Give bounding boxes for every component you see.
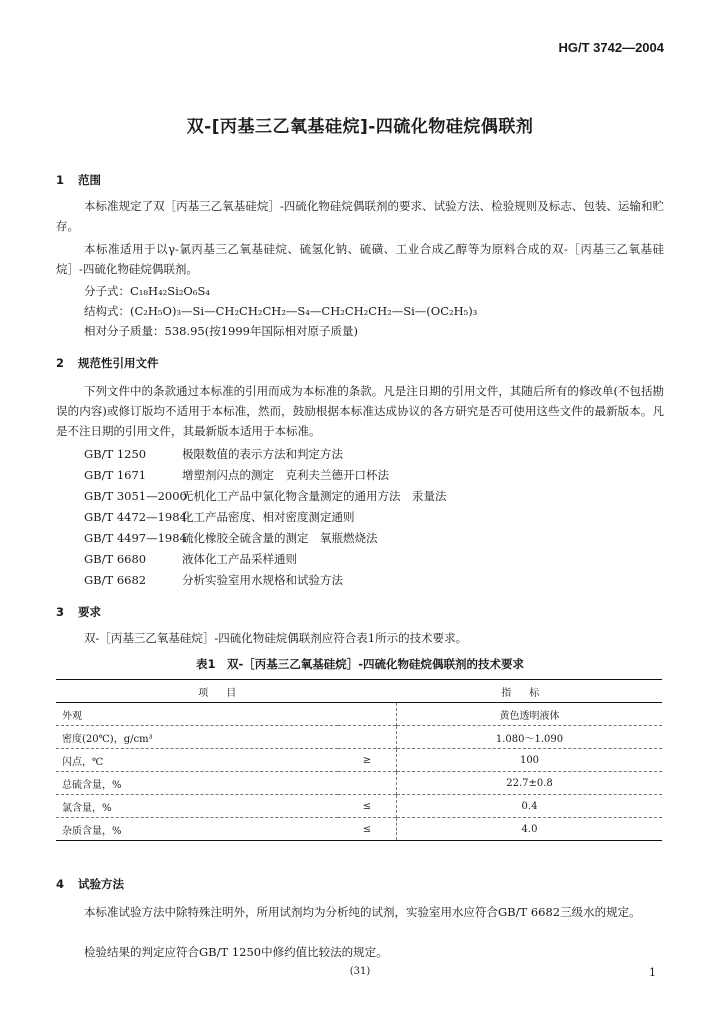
requirements-paragraph: 双-［丙基三乙氧基硅烷］-四硫化物硅烷偶联剂应符合表1所示的技术要求。	[84, 631, 468, 645]
header-item: 项目	[198, 687, 255, 699]
section-2-heading	[56, 355, 159, 371]
page-number: 1	[649, 966, 656, 979]
section-title: 范围	[78, 173, 101, 187]
reference-item	[84, 488, 447, 504]
section-title: 要求	[78, 605, 101, 619]
section-number: 1	[56, 173, 65, 187]
row-value: 黄色透明液体	[499, 710, 560, 722]
row-value: 1.080～1.090	[495, 733, 564, 745]
reference-title: 化工产品密度、相对密度测定通则	[182, 510, 355, 524]
row-comparator: ≤	[338, 795, 397, 818]
section-title: 规范性引用文件	[78, 356, 159, 370]
table-header-row	[56, 680, 662, 703]
reference-code: GB/T 4472—1984	[84, 510, 187, 524]
reference-code: GB/T 1671	[84, 468, 147, 482]
row-item: 闪点，℃	[62, 756, 104, 768]
reference-code: GB/T 3051—2000	[84, 489, 187, 503]
table-row	[56, 703, 662, 726]
row-item: 总硫含量，%	[62, 779, 122, 791]
section-4-heading	[56, 876, 124, 892]
row-item: 外观	[62, 710, 82, 722]
section-3-heading	[56, 604, 101, 620]
reference-item	[84, 551, 297, 567]
document-title: 双-[丙基三乙氧基硅烷]-四硫化物硅烷偶联剂	[186, 117, 534, 137]
row-comparator: ≥	[338, 749, 397, 772]
reference-code: GB/T 6682	[84, 573, 147, 587]
reference-item	[84, 446, 343, 462]
section-number: 2	[56, 356, 65, 370]
table-row	[56, 749, 662, 772]
section-number: 4	[56, 877, 65, 891]
reference-title: 硫化橡胶全硫含量的测定 氧瓶燃烧法	[182, 531, 378, 545]
header-value: 指标	[501, 687, 558, 699]
row-comparator: ≤	[338, 818, 397, 841]
reference-code: GB/T 4497—1984	[84, 531, 187, 545]
structural-formula: 结构式：(C₂H₅O)₃—Si—CH₂CH₂CH₂—S₄—CH₂CH₂CH₂—Si—(OC₂H₅)₃	[84, 304, 478, 318]
reference-item	[84, 572, 343, 588]
standard-code: HG/T 3742—2004	[558, 40, 664, 55]
row-comparator	[338, 726, 397, 749]
reference-code: GB/T 1250	[84, 447, 147, 461]
table-row	[56, 818, 662, 841]
reference-item	[84, 467, 389, 483]
row-item: 杂质含量，%	[62, 825, 122, 837]
row-item: 氯含量，%	[62, 802, 112, 814]
table-row	[56, 726, 662, 749]
normative-references-paragraph: 下列文件中的条款通过本标准的引用而成为本标准的条款。凡是注日期的引用文件，其随后所有的修改单(不包括勘误的内容)或修订版均不适用于本标准，然而，鼓励根据本标准达成协议的各方研究是否可使用这些文件的最新版本。凡是不注日期的引用文件，其最新版本适用于本标准。	[56, 384, 664, 438]
section-title: 试验方法	[78, 877, 124, 891]
table-caption: 表1 双-［丙基三乙氧基硅烷］-四硫化物硅烷偶联剂的技术要求	[195, 657, 525, 671]
row-comparator	[338, 772, 397, 795]
reference-title: 增塑剂闪点的测定 克利夫兰德开口杯法	[182, 468, 389, 482]
specification-table	[56, 679, 662, 841]
reference-item	[84, 530, 378, 546]
row-value: 22.7±0.8	[506, 777, 553, 789]
molecular-mass: 相对分子质量：538.95(按1999年国际相对原子质量)	[84, 324, 358, 338]
section-1-heading	[56, 172, 101, 188]
page-label: (31)	[349, 966, 371, 977]
reference-title: 液体化工产品采样通则	[182, 552, 297, 566]
table-row	[56, 772, 662, 795]
reference-item	[84, 509, 355, 525]
test-methods-paragraph-2: 检验结果的判定应符合GB/T 1250中修约值比较法的规定。	[84, 945, 388, 959]
scope-paragraph-1: 本标准规定了双［丙基三乙氧基硅烷］-四硫化物硅烷偶联剂的要求、试验方法、检验规则及标志、包装、运输和贮存。	[56, 199, 664, 233]
reference-title: 极限数值的表示方法和判定方法	[182, 447, 343, 461]
table-row	[56, 795, 662, 818]
reference-code: GB/T 6680	[84, 552, 147, 566]
reference-title: 无机化工产品中氯化物含量测定的通用方法 汞量法	[182, 489, 447, 503]
reference-title: 分析实验室用水规格和试验方法	[182, 573, 343, 587]
row-item: 密度(20℃)，g/cm³	[62, 733, 153, 745]
scope-paragraph-2: 本标准适用于以γ-氯丙基三乙氧基硅烷、硫氢化钠、硫磺、工业合成乙醇等为原料合成的双-［丙基三乙氧基硅烷］-四硫化物硅烷偶联剂。	[56, 242, 664, 276]
row-value: 0.4	[521, 800, 538, 812]
row-value: 4.0	[521, 823, 538, 835]
test-methods-paragraph-1: 本标准试验方法中除特殊注明外，所用试剂均为分析纯的试剂，实验室用水应符合GB/T 6682三级水的规定。	[84, 905, 641, 919]
row-comparator	[338, 703, 397, 726]
section-number: 3	[56, 605, 65, 619]
molecular-formula: 分子式：C₁₈H₄₂Si₂O₆S₄	[84, 284, 210, 298]
row-value: 100	[519, 754, 540, 766]
